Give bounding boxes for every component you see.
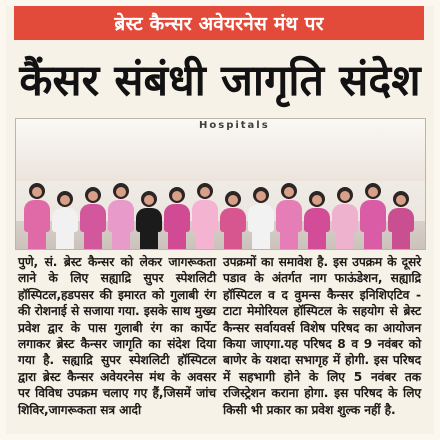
- article-left-text: पुणे, सं. ब्रेस्ट कैन्सर को लेकर जागरूकता लाने के लिए सह्याद्रि सुपर स्पेशलिटी हॉस्पिटल,हडपसर की इमारत को गुलाबी रंग की रोशनाई से सजाया गया. इसके साथ मुख्य प्रवेश द्वार के पास गुलाबी रंग का कार्पेट लगाकर ब्रेस्ट कैन्सर जागृति का संदेश दिया गया है. सह्याद्रि सुपर स्पेशलिटी हॉस्पिटल द्वारा ब्रेस्ट कैन्सर अवेयरनेस मंथ के अवसर पर विविध उपक्रम चलाए गए हैं,जिसमें जांच शिविर,जागरूकता सत्र आदी: [18, 255, 216, 417]
- group-photo: [15, 118, 426, 250]
- person-head: [197, 183, 213, 199]
- person-head: [225, 191, 241, 207]
- person-face: [116, 187, 126, 197]
- person-head: [253, 187, 269, 203]
- person-legs: [56, 232, 74, 250]
- photo-person: [136, 191, 162, 249]
- person-body: [360, 200, 386, 232]
- photo-person: [80, 187, 106, 249]
- photo-person: [24, 183, 50, 249]
- newspaper-clipping: [6, 6, 434, 434]
- person-body: [388, 208, 414, 232]
- photo-person: [164, 187, 190, 249]
- person-body: [108, 200, 134, 232]
- person-legs: [224, 232, 242, 250]
- photo-person: [304, 191, 330, 249]
- person-legs: [140, 232, 158, 250]
- photo-person: [248, 187, 274, 249]
- person-legs: [168, 232, 186, 250]
- headline: कैंसर संबंधी जागृति संदेश: [19, 55, 421, 106]
- person-face: [88, 191, 98, 201]
- person-head: [141, 191, 157, 207]
- article-column-left: [18, 254, 216, 418]
- person-body: [220, 208, 246, 232]
- person-body: [276, 200, 302, 232]
- person-body: [52, 208, 78, 232]
- photo-person: [52, 191, 78, 249]
- article-body: [18, 254, 426, 424]
- person-head: [85, 187, 101, 203]
- person-body: [192, 200, 218, 232]
- person-legs: [112, 232, 130, 250]
- person-body: [304, 208, 330, 232]
- person-legs: [196, 232, 214, 250]
- person-body: [80, 204, 106, 232]
- person-legs: [252, 232, 270, 250]
- person-face: [396, 195, 406, 205]
- person-face: [312, 195, 322, 205]
- person-legs: [28, 232, 46, 250]
- article-right-text: उपक्रमों का समावेश है. इस उपक्रम के दूसरे पडाव के अंतर्गत नाग फाऊंडेशन, सह्याद्रि हॉस्पिटल व द वुमन्स कैन्सर इनिशिएटिव - टाटा मेमोरियल हॉस्पिटल के सहयोग से ब्रेस्ट कैन्सर सर्वायवर्स विशेष परिषद का आयोजन किया जाएगा.यह परिषद 8 व 9 नवंबर को बाणेर के यशदा सभागृह में होगी. इस परिषद में सहभागी होने के लिए 5 नवंबर तक रजिस्ट्रेशन कराना होगा. इस परिषद के लिए किसी भी प्रकार का प्रवेश शुल्क नहीं है.: [223, 255, 421, 417]
- photo-person: [220, 191, 246, 249]
- person-body: [248, 204, 274, 232]
- person-legs: [392, 232, 410, 250]
- person-head: [365, 183, 381, 199]
- person-face: [368, 187, 378, 197]
- person-face: [284, 187, 294, 197]
- photo-person: [192, 183, 218, 249]
- person-head: [309, 191, 325, 207]
- photo-person: [108, 183, 134, 249]
- person-face: [228, 195, 238, 205]
- photo-banner-text: Hospitals: [199, 120, 270, 131]
- person-face: [200, 187, 210, 197]
- person-face: [340, 191, 350, 201]
- photo-person: [360, 183, 386, 249]
- article-column-right: [223, 254, 421, 418]
- person-face: [60, 195, 70, 205]
- person-body: [24, 200, 50, 232]
- kicker-banner: ब्रेस्ट कैन्सर अवेयरनेस मंथ पर: [14, 6, 424, 40]
- person-face: [32, 187, 42, 197]
- person-body: [136, 208, 162, 232]
- person-legs: [308, 232, 326, 250]
- photo-person: [332, 187, 358, 249]
- person-face: [172, 191, 182, 201]
- person-head: [281, 183, 297, 199]
- person-legs: [364, 232, 382, 250]
- person-face: [144, 195, 154, 205]
- person-legs: [280, 232, 298, 250]
- photo-person: [276, 183, 302, 249]
- person-head: [169, 187, 185, 203]
- person-head: [29, 183, 45, 199]
- person-legs: [336, 232, 354, 250]
- person-body: [332, 204, 358, 232]
- photo-person: [388, 191, 414, 249]
- person-body: [164, 204, 190, 232]
- person-legs: [84, 232, 102, 250]
- person-face: [256, 191, 266, 201]
- person-head: [113, 183, 129, 199]
- person-head: [57, 191, 73, 207]
- person-head: [393, 191, 409, 207]
- person-head: [337, 187, 353, 203]
